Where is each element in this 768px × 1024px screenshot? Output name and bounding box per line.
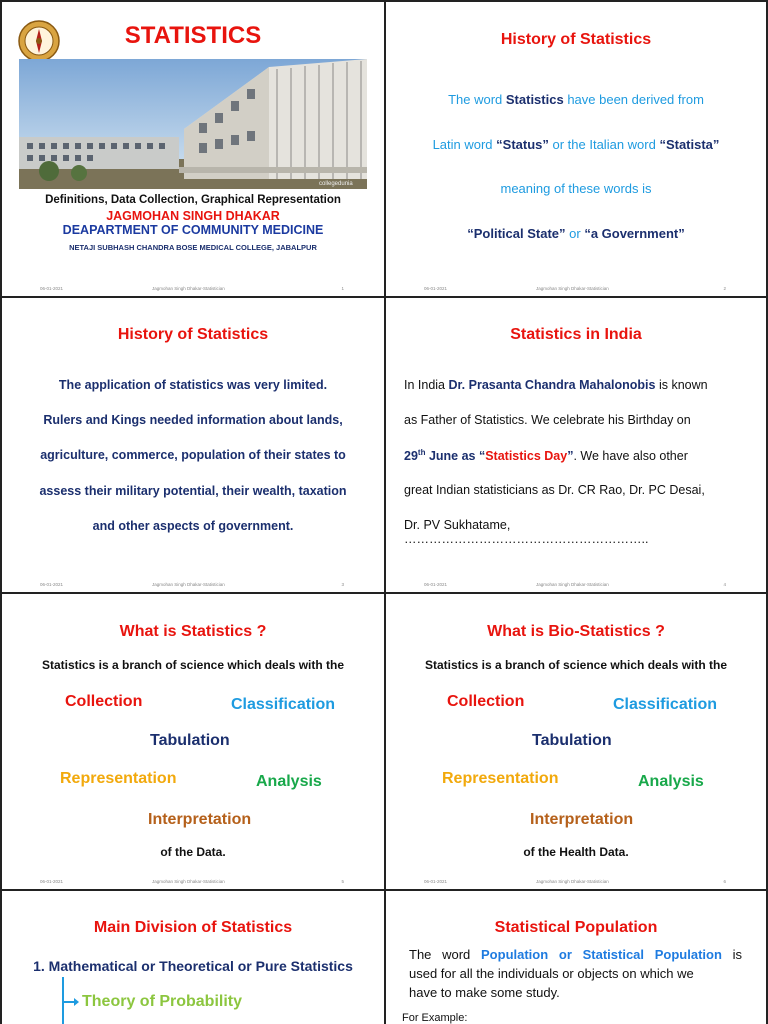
slide-7-title: Main Division of Statistics [93, 919, 293, 936]
slide-3 [2, 298, 384, 592]
slide-8-title: Statistical Population [494, 919, 658, 936]
slide-2-footer [386, 284, 766, 296]
word-tabulation: Tabulation [532, 732, 612, 749]
word-interpretation: Interpretation [530, 811, 634, 828]
slide-number: 6 [723, 879, 726, 884]
slide-8-line-1: The word Population or Statistical Population is [409, 947, 742, 962]
slide-number: 5 [341, 879, 344, 884]
slide-5-end: of the Data. [160, 845, 226, 859]
word-collection: Collection [65, 693, 143, 710]
slide-2-line-1: The word Statistics have been derived from [448, 92, 704, 107]
building-photo [19, 59, 367, 189]
slide-1-department: DEAPARTMENT OF COMMUNITY MEDICINE [62, 223, 324, 237]
slide-8-line-3: have to make some study. [409, 985, 560, 1000]
slide-2-line-4: “Political State” or “a Government” [467, 226, 685, 241]
slide-8-line-2: used for all the individuals or objects on which we [409, 966, 694, 981]
word-representation: Representation [442, 770, 559, 787]
slide-1-footer [2, 284, 384, 296]
slide-5-title: What is Statistics ? [119, 623, 267, 640]
slide-4-line-1: In India Dr. Prasanta Chandra Mahalonobis is known [404, 378, 708, 392]
slide-2 [386, 2, 766, 296]
slide-1-author: JAGMOHAN SINGH DHAKAR [106, 209, 280, 223]
word-classification: Classification [231, 696, 336, 713]
slide-4-body [404, 378, 746, 553]
slide-1-title: STATISTICS [124, 22, 262, 49]
slide-3-title: History of Statistics [117, 326, 269, 343]
slide-3-line-4: assess their military potential, their wealth, taxation [39, 484, 347, 498]
word-collection: Collection [447, 693, 525, 710]
arrow-head-icon [74, 998, 79, 1006]
footer-date: 06-01-2021 [424, 582, 448, 587]
slide-number: 2 [723, 286, 726, 291]
slide-8-example: For Example: [402, 1012, 468, 1024]
slide-8-body [409, 945, 742, 1002]
slide-8 [386, 891, 766, 1024]
slide-1-college: NETAJI SUBHASH CHANDRA BOSE MEDICAL COLLEGE, JABALPUR [69, 243, 317, 252]
footer-date: 06-01-2021 [40, 879, 64, 884]
slide-number: 3 [341, 582, 344, 587]
slide-5-footer [2, 877, 384, 889]
footer-date: 06-01-2021 [40, 286, 64, 291]
footer-date: 06-01-2021 [424, 286, 448, 291]
slide-7 [2, 891, 384, 1024]
slide-number: 4 [723, 582, 726, 587]
slide-1-subtitle: Definitions, Data Collection, Graphical Representation [45, 194, 341, 206]
word-tabulation: Tabulation [150, 732, 230, 749]
footer-author: Jagmohan Singh Dhakar-Statistician [536, 582, 609, 587]
slide-3-footer [2, 580, 384, 592]
slide-4-line-5: Dr. PV Sukhatame, ………………………………………………….. [404, 518, 649, 546]
footer-date: 06-01-2021 [424, 879, 448, 884]
footer-author: Jagmohan Singh Dhakar-Statistician [152, 582, 225, 587]
slide-6-footer [386, 877, 766, 889]
slide-6-intro: Statistics is a branch of science which deals with the [424, 658, 728, 672]
slide-7-sub-1: Theory of Probability [82, 993, 243, 1010]
slide-6-title: What is Bio-Statistics ? [487, 623, 665, 640]
slide-1 [2, 2, 384, 296]
footer-author: Jagmohan Singh Dhakar-Statistician [152, 879, 225, 884]
slide-3-line-2: Rulers and Kings needed information about lands, [43, 413, 343, 427]
footer-author: Jagmohan Singh Dhakar-Statistician [152, 286, 225, 291]
footer-author: Jagmohan Singh Dhakar-Statistician [536, 286, 609, 291]
slide-5-intro: Statistics is a branch of science which deals with the [41, 658, 345, 672]
slide-3-line-1: The application of statistics was very limited. [58, 378, 328, 392]
word-representation: Representation [60, 770, 177, 787]
slide-6 [386, 594, 766, 889]
footer-author: Jagmohan Singh Dhakar-Statistician [536, 879, 609, 884]
slide-4-line-3: 29th June as “Statistics Day”. We have also other [404, 448, 688, 464]
slide-4-footer [386, 580, 766, 592]
word-analysis: Analysis [256, 773, 322, 790]
slide-5 [2, 594, 384, 889]
slide-4-line-4: great Indian statisticians as Dr. CR Rao, Dr. PC Desai, [404, 483, 705, 497]
footer-date: 06-01-2021 [40, 582, 64, 587]
word-classification: Classification [613, 696, 718, 713]
slide-4-line-2: as Father of Statistics. We celebrate his Birthday on [404, 413, 691, 427]
slide-2-line-3: meaning of these words is [500, 181, 652, 196]
slide-4 [386, 298, 766, 592]
slide-2-title: History of Statistics [500, 31, 652, 48]
slide-6-end: of the Health Data. [523, 845, 629, 859]
word-analysis: Analysis [638, 773, 704, 790]
slide-7-item-1: 1. Mathematical or Theoretical or Pure Statistics [33, 958, 353, 974]
slide-number: 1 [341, 286, 344, 291]
slide-2-line-2: Latin word “Status” or the Italian word “Statista” [432, 137, 720, 152]
word-interpretation: Interpretation [148, 811, 252, 828]
slide-3-line-3: agriculture, commerce, population of their states to [40, 448, 346, 462]
slide-3-line-5: and other aspects of government. [92, 519, 294, 533]
photo-watermark: collegedunia [319, 181, 353, 187]
slide-4-title: Statistics in India [510, 326, 642, 343]
